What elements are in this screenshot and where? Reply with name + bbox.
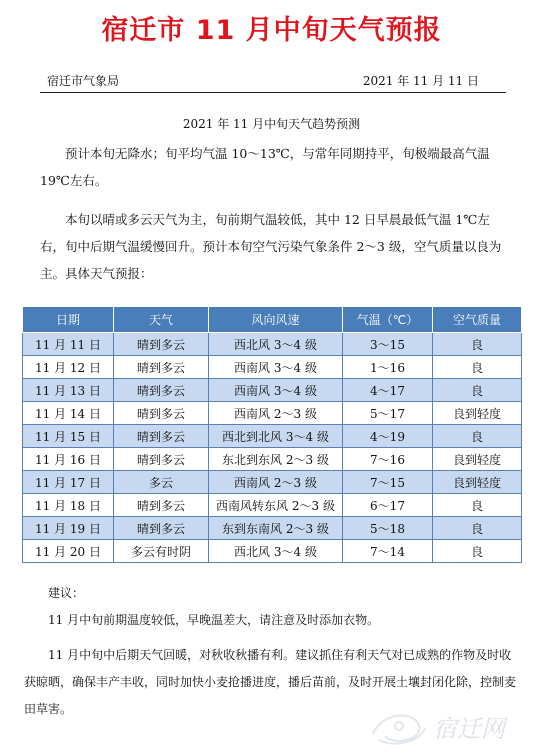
cell-date: 11 月 19 日 <box>23 517 114 540</box>
cell-temperature: 7～15 <box>343 471 433 494</box>
table-row <box>23 448 522 471</box>
watermark-text: 宿迁网 <box>433 715 505 743</box>
cell-air-quality: 良 <box>433 379 522 402</box>
cell-date: 11 月 12 日 <box>23 356 114 379</box>
cell-temperature: 3～15 <box>343 333 433 356</box>
cell-temperature: 6～17 <box>343 494 433 517</box>
cell-date: 11 月 16 日 <box>23 448 114 471</box>
cell-temperature: 4～19 <box>343 425 433 448</box>
cell-wind: 东到东南风 2～3 级 <box>209 517 343 540</box>
cell-wind: 西北到北风 3～4 级 <box>209 425 343 448</box>
cell-wind: 西北风 3～4 级 <box>209 333 343 356</box>
cell-wind: 西北风 3～4 级 <box>209 540 343 563</box>
site-watermark <box>363 704 533 750</box>
swirl-logo-icon <box>373 716 425 744</box>
cell-air-quality: 良 <box>433 517 522 540</box>
cell-date: 11 月 11 日 <box>23 333 114 356</box>
cell-weather: 晴到多云 <box>114 494 209 517</box>
cell-date: 11 月 13 日 <box>23 379 114 402</box>
cell-air-quality: 良 <box>433 333 522 356</box>
advice-item: 11 月中旬前期温度较低，早晚温差大，请注意及时添加衣物。 <box>48 613 380 627</box>
header-rule <box>40 92 506 93</box>
cell-air-quality: 良 <box>433 356 522 379</box>
table-row <box>23 517 522 540</box>
cell-weather: 多云有时阴 <box>114 540 209 563</box>
cell-date: 11 月 20 日 <box>23 540 114 563</box>
cell-weather: 晴到多云 <box>114 379 209 402</box>
cell-temperature: 5～17 <box>343 402 433 425</box>
forecast-table <box>22 306 522 563</box>
cell-temperature: 4～17 <box>343 379 433 402</box>
cell-air-quality: 良 <box>433 425 522 448</box>
table-row <box>23 333 522 356</box>
cell-temperature: 7～16 <box>343 448 433 471</box>
cell-date: 11 月 15 日 <box>23 425 114 448</box>
cell-temperature: 7～14 <box>343 540 433 563</box>
detail-paragraph: 本旬以晴或多云天气为主，旬前期气温较低，其中 12 日早晨最低气温 1℃左右，旬中后期气温缓慢回升。预计本旬空气污染气象条件 2～3 级，空气质量以良为主。具体天气预报： <box>40 212 502 281</box>
header-wind: 风向风速 <box>209 307 343 333</box>
issue-date: 2021 年 11 月 11 日 <box>362 74 479 88</box>
cell-air-quality: 良到轻度 <box>433 402 522 425</box>
header-air-quality: 空气质量 <box>433 307 522 333</box>
cell-air-quality: 良到轻度 <box>433 471 522 494</box>
advice-item: 11 月中旬中后期天气回暖，对秋收秋播有利。建议抓住有利天气对已成熟的作物及时收获晾晒，确保丰产丰收，同时加快小麦抢播进度，播后苗前，及时开展土壤封闭化除，控制麦田草害。 <box>24 648 517 716</box>
cell-weather: 晴到多云 <box>114 517 209 540</box>
cell-wind: 西南风 3～4 级 <box>209 356 343 379</box>
cell-date: 11 月 18 日 <box>23 494 114 517</box>
table-row <box>23 471 522 494</box>
forecast-subtitle: 2021 年 11 月中旬天气趋势预测 <box>182 117 361 131</box>
summary-paragraph: 预计本旬无降水；旬平均气温 10～13℃，与常年同期持平，旬极端最高气温 19℃左右。 <box>40 146 490 188</box>
cell-temperature: 5～18 <box>343 517 433 540</box>
header-temperature: 气温（℃） <box>343 307 433 333</box>
table-row <box>23 402 522 425</box>
table-header-row <box>23 307 522 333</box>
cell-weather: 晴到多云 <box>114 402 209 425</box>
advice-label: 建议： <box>48 586 85 600</box>
table-row <box>23 494 522 517</box>
cell-date: 11 月 17 日 <box>23 471 114 494</box>
page-title: 宿迁市 11 月中旬天气预报 <box>101 15 442 46</box>
cell-date: 11 月 14 日 <box>23 402 114 425</box>
cell-wind: 东北到东风 2～3 级 <box>209 448 343 471</box>
table-row <box>23 379 522 402</box>
cell-air-quality: 良 <box>433 540 522 563</box>
cell-weather: 晴到多云 <box>114 448 209 471</box>
cell-wind: 西南风 2～3 级 <box>209 402 343 425</box>
issuer: 宿迁市气象局 <box>47 74 120 88</box>
table-row <box>23 356 522 379</box>
header-weather: 天气 <box>114 307 209 333</box>
cell-air-quality: 良 <box>433 494 522 517</box>
cell-air-quality: 良到轻度 <box>433 448 522 471</box>
cell-wind: 西南风 2～3 级 <box>209 471 343 494</box>
table-row <box>23 425 522 448</box>
header-date: 日期 <box>23 307 114 333</box>
cell-weather: 晴到多云 <box>114 425 209 448</box>
cell-wind: 西南风转东风 2～3 级 <box>209 494 343 517</box>
table-row <box>23 540 522 563</box>
cell-weather: 多云 <box>114 471 209 494</box>
cell-wind: 西南风 3～4 级 <box>209 379 343 402</box>
cell-temperature: 1～16 <box>343 356 433 379</box>
cell-weather: 晴到多云 <box>114 356 209 379</box>
cell-weather: 晴到多云 <box>114 333 209 356</box>
